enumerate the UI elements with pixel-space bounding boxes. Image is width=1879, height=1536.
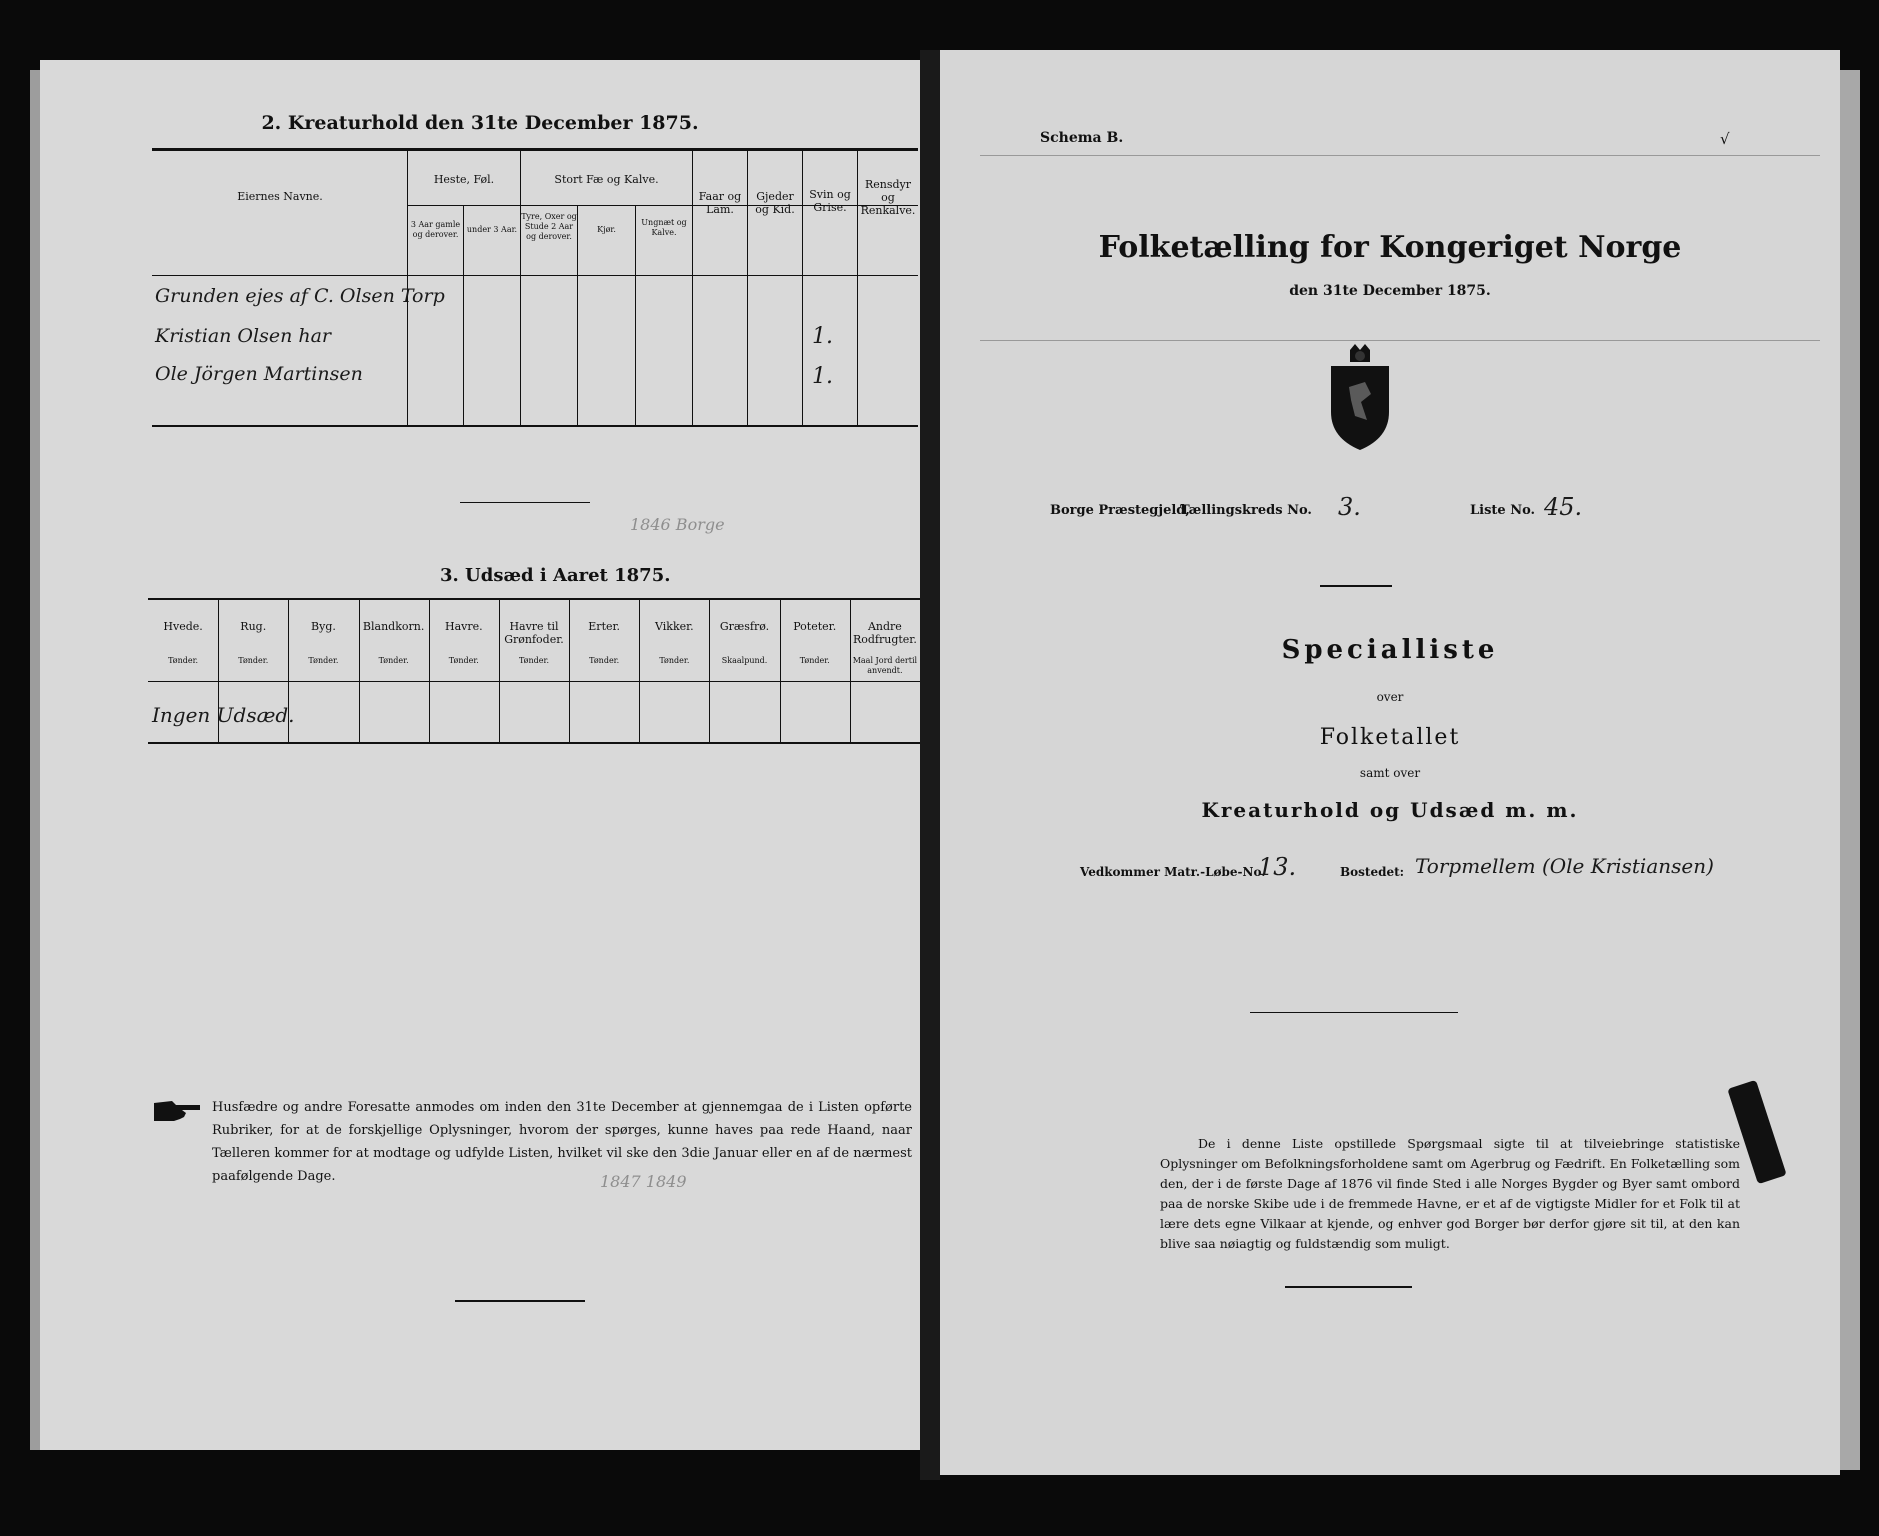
bostedet-label: Bostedet: [1340, 865, 1405, 879]
divider [460, 502, 590, 503]
pointing-hand-icon [152, 1095, 202, 1125]
schema-label: Schema B. [1040, 130, 1124, 146]
col-divider [577, 205, 578, 425]
crop-header: Havre til Grønfoder. [504, 620, 564, 646]
col-divider [635, 205, 636, 425]
ghost-writing: 1847 1849 [600, 1172, 687, 1191]
crop-unit: Tønder. [518, 656, 549, 665]
crops-bottom-rule [148, 742, 920, 744]
crop-unit: Tønder. [589, 656, 620, 665]
crop-unit: Tønder. [448, 656, 479, 665]
crops-header-rule [148, 681, 920, 682]
left-page [40, 60, 920, 1450]
stort-sub-1: Tyre, Oxer og Stude 2 Aar og derover. [521, 212, 577, 241]
over-text: over [1376, 690, 1404, 704]
col-divider [463, 205, 464, 425]
faar-header: Faar og Lam. [698, 190, 742, 216]
bostedet-value: Torpmellem (Ole Kristiansen) [1415, 854, 1714, 878]
prestegjeld-label: Borge Præstegjeld, [1050, 503, 1190, 518]
owner-header: Eiernes Navne. [237, 190, 323, 203]
svin-header: Svin og Grise. [809, 188, 851, 214]
liste-label: Liste No. [1470, 503, 1536, 518]
ghost-writing: 1846 Borge [630, 515, 725, 534]
subtitle: den 31te December 1875. [1289, 283, 1491, 299]
crop-unit: Tønder. [378, 656, 409, 665]
owner-row-svin: 1. [812, 364, 833, 389]
samt-over-text: samt over [1359, 766, 1421, 780]
crop-header: Andre Rodfrugter. [852, 620, 917, 646]
matr-no: 13. [1258, 853, 1297, 881]
notice-text: Husfædre og andre Foresatte anmodes om inden den 31te December at gjennemgaa de i Listen opførte Rubriker, for at de forskjellige Oplysninger, hvorom der spørges, kunne haves paa rede Haand, naar Tælleren kommer for at modtage og udfylde Listen, hvilket vil ske den 3die Januar eller en af de nærmest paafølgende Dage. [212, 1100, 912, 1184]
tellingskreds-label: Tællingskreds No. [1180, 503, 1312, 518]
crop-unit: Maal Jord dertil anvendt. [852, 656, 918, 675]
crop-header: Græsfrø. [719, 620, 770, 633]
crop-header: Poteter. [793, 620, 837, 633]
rensdyr-header: Rensdyr og Renkalve. [860, 178, 916, 217]
page-edge-right [1838, 70, 1860, 1470]
table-top-rule [152, 148, 918, 151]
crop-header: Vikker. [655, 620, 694, 633]
matr-label: Vedkommer Matr.-Løbe-No. [1080, 865, 1266, 879]
crop-unit: Skaalpund. [721, 656, 768, 665]
crop-unit: Tønder. [168, 656, 199, 665]
crop-unit: Tønder. [238, 656, 269, 665]
crop-header: Blandkorn. [362, 620, 425, 633]
gjeder-header: Gjeder og Kid. [755, 190, 795, 216]
owner-row-svin: 1. [812, 324, 833, 349]
crop-header: Erter. [588, 620, 621, 633]
heste-sub-2: under 3 Aar. [466, 225, 518, 234]
heste-header: Heste, Føl. [433, 173, 495, 186]
divider [1320, 585, 1392, 587]
crop-header: Rug. [240, 620, 267, 633]
owner-row-name: Ole Jörgen Martinsen [155, 363, 363, 385]
crop-header: Havre. [444, 620, 483, 633]
stort-sub-2: Kjør. [597, 225, 616, 234]
heste-sub-1: 3 Aar gamle og derover. [410, 220, 461, 239]
liste-no: 45. [1544, 493, 1583, 521]
crop-unit: Tønder. [308, 656, 339, 665]
crop-unit: Tønder. [799, 656, 830, 665]
specialliste-title: Specialliste [1281, 635, 1499, 665]
udsaed-entry: Ingen Udsæd. [152, 703, 295, 727]
ghost-rule [980, 155, 1820, 156]
ghost-rule [980, 340, 1820, 341]
book-gutter [920, 50, 940, 1480]
kreaturhold-text: Kreaturhold og Udsæd m. m. [1201, 798, 1579, 822]
tellingskreds-no: 3. [1338, 493, 1361, 521]
table-header-rule [152, 275, 918, 276]
folketallet-text: Folketallet [1319, 725, 1461, 750]
crop-header: Byg. [311, 620, 336, 633]
owner-row-name: Kristian Olsen har [155, 325, 331, 347]
divider [455, 1300, 585, 1302]
table-bottom-rule [152, 425, 918, 427]
coat-of-arms-icon [1325, 342, 1395, 452]
divider [1250, 1012, 1458, 1013]
stort-header: Stort Fæ og Kalve. [554, 173, 659, 186]
checkmark: √ [1720, 130, 1730, 148]
stort-sub-3: Ungnæt og Kalve. [641, 218, 687, 237]
section3-title: 3. Udsæd i Aaret 1875. [440, 565, 671, 586]
crops-top-rule [148, 598, 920, 600]
section2-title: 2. Kreaturhold den 31te December 1875. [261, 112, 699, 134]
owner-row-name: Grunden ejes af C. Olsen Torp [155, 285, 445, 307]
intro-paragraph: De i denne Liste opstillede Spørgsmaal sigte til at tilveiebringe statistiske Oplysninger om Befolkningsforholdene samt om Agerbrug og Fædrift. En Folketælling som den, der i de første Dage af 1876 vil finde Sted i alle Norges Bygder og Byer samt ombord paa de norske Skibe ude i de fremmede Havne, er et af de vigtigste Midler for et Folk til at lære dets egne Vilkaar at kjende, og enhver god Borger bør derfor gjøre sit til, at den kan blive saa nøiagtig og fuldstændig som muligt. [1160, 1136, 1740, 1251]
right-page [940, 50, 1840, 1475]
crop-header: Hvede. [163, 620, 203, 633]
main-title: Folketælling for Kongeriget Norge [1098, 230, 1682, 265]
divider [1285, 1286, 1412, 1288]
crop-unit: Tønder. [659, 656, 690, 665]
col-divider [520, 148, 521, 425]
